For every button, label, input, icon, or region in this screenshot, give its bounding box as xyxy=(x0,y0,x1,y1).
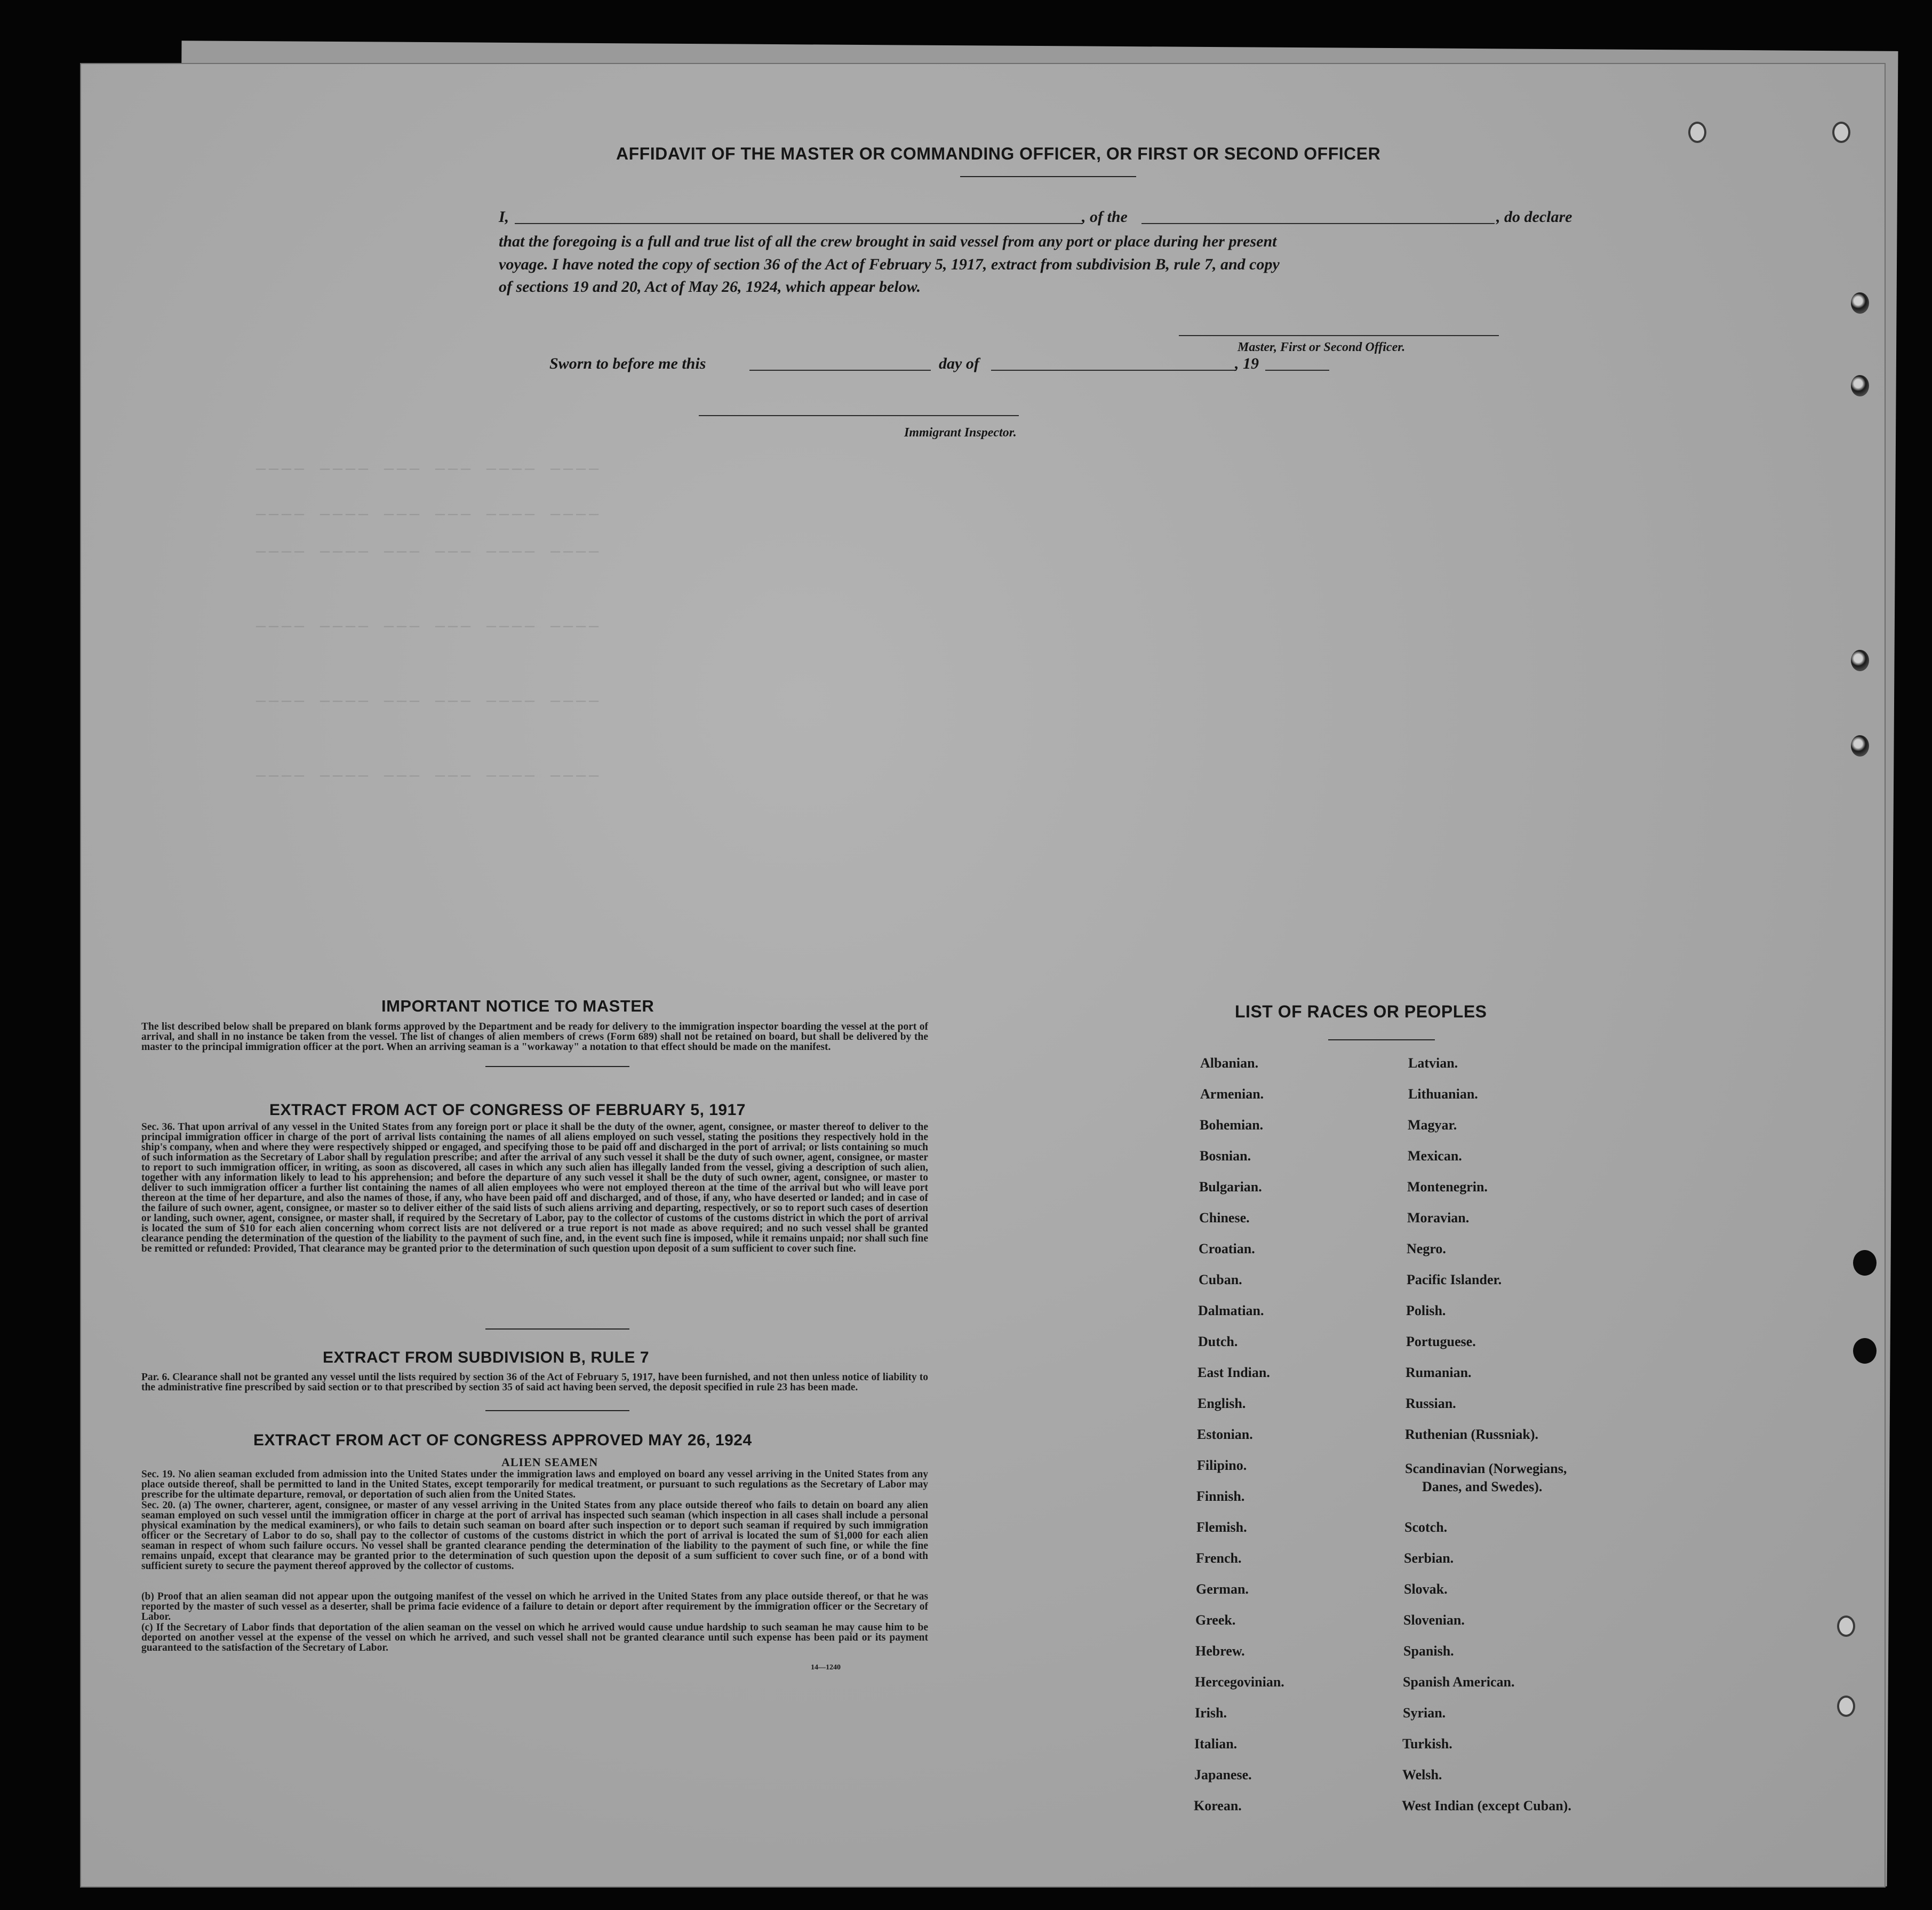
race-name: Chinese. xyxy=(1199,1210,1250,1225)
race-name: Welsh. xyxy=(1402,1767,1442,1782)
race-name: Spanish American. xyxy=(1403,1674,1515,1690)
race-name: Finnish. xyxy=(1196,1489,1245,1504)
inspector-signature-line[interactable] xyxy=(699,415,1019,416)
race-name: Filipino. xyxy=(1197,1458,1247,1473)
race-name: Croatian. xyxy=(1199,1241,1255,1256)
race-name: Portuguese. xyxy=(1406,1334,1476,1349)
year-label: , 19 xyxy=(1235,355,1259,372)
races-rule xyxy=(1328,1039,1435,1040)
binder-hole xyxy=(1688,122,1706,143)
master-caption: Master, First or Second Officer. xyxy=(1238,340,1406,354)
title-rule xyxy=(960,176,1136,177)
affidavit-do-declare: , do declare xyxy=(1496,208,1572,226)
master-signature-line[interactable] xyxy=(1179,335,1499,336)
race-name: Dutch. xyxy=(1198,1334,1238,1349)
race-name: Spanish. xyxy=(1403,1643,1454,1659)
race-name: Slovak. xyxy=(1404,1581,1448,1597)
sworn-label: Sworn to before me this xyxy=(549,355,706,372)
race-name: Hercegovinian. xyxy=(1195,1674,1284,1690)
race-name: Italian. xyxy=(1194,1736,1238,1752)
binder-hole xyxy=(1851,375,1869,396)
binder-hole xyxy=(1851,735,1869,757)
race-name: Dalmatian. xyxy=(1198,1303,1264,1318)
sec-20b-text: (b) Proof that an alien seaman did not appear upon the outgoing manifest of the vessel on which he arrived in the United States from any place outside thereof, or that he was reported by the master of such vessel as a deserter, shall be prima facie evidence of a failure to detain or deport after requirement by the immigration officer or the Secretary of Labor. xyxy=(141,1591,928,1622)
races-title: LIST OF RACES OR PEOPLES xyxy=(1235,1002,1487,1021)
notice-text: The list described below shall be prepared on blank forms approved by the Department and be ready for delivery to the immigration inspector boarding the vessel at the port of arrival, and shall in no instance be taken from the vessel. The list of changes of alien members of crews (Form 689) shall not be retained on board, but shall be delivered by the master to the principal immigration officer at the port. When an arriving seaman is a "workaway" a notation to that effect should be made on the manifest. xyxy=(141,1021,928,1053)
extract-1917-text: Sec. 36. That upon arrival of any vessel in the United States from any foreign port or place it shall be the duty of the owner, agent, consignee, or master thereof to deliver to the principal immigration officer in charge of the port of arrival lists containing the names of all aliens employed on such vessel, stating the positions they respectively hold in the ship's company, when and where they were respectively shipped or engaged, and specifying those to be paid off and discharged in the port of arrival; or lists containing so much of such information as the Secretary of Labor shall by regulation prescribe; and after the arrival of any such vessel it shall be the duty of such owner, agent, consignee, or master to report to such immigration officer, in writing, as soon as discovered, all cases in which any such alien has illegally landed from the vessel, giving a description of such alien, together with any information likely to lead to his apprehension; and before the departure of any such vessel it shall be the duty of such owner, agent, consignee, or master to deliver to such immigration officer a further list containing the names of all alien employees who were not employed thereon at the time of the arrival but who will leave port thereon at the time of her departure, and also the names of those, if any, who have been paid off and discharged, and of those, if any, who have deserted or landed; and in case of the failure of such owner, agent, consignee, or master so to deliver either of the said lists of such aliens arriving and departing, respectively, or so to report such cases of desertion or landing, such owner, agent, consignee, or master shall, if required by the Secretary of Labor, pay to the collector of customs of the customs district in which the port of arrival is located the sum of $10 for each alien concerning whom correct lists are not delivered or a true report is not made as above required; and no such vessel shall be granted clearance pending the determination of the question of the liability to the payment of such fine, and, in the event such fine is imposed, while it remains unpaid; nor shall such fine be remitted or refunded: Provided, That clearance may be granted prior to the determination of such question upon deposit of a sum sufficient to cover such fine. xyxy=(141,1121,928,1254)
race-name: Estonian. xyxy=(1197,1427,1253,1442)
race-name: French. xyxy=(1196,1550,1242,1566)
race-name: Bosnian. xyxy=(1200,1148,1251,1164)
sec-20c-text: (c) If the Secretary of Labor finds that deportation of the alien seaman on the vessel on which he arrived would cause undue hardship to such seaman he may cause him to be deported on another vessel at the expense of the vessel on which he arrived, and such vessel shall not be granted clearance until such expense has been paid or its payment guaranteed to the satisfaction of the Secretary of Labor. xyxy=(141,1622,928,1653)
race-name: Albanian. xyxy=(1200,1055,1259,1071)
binder-hole xyxy=(1837,1615,1855,1637)
day-of-label: day of xyxy=(939,355,979,372)
race-name: Montenegrin. xyxy=(1407,1179,1488,1195)
extract-1924-title: EXTRACT FROM ACT OF CONGRESS APPROVED MAY 26, 1924 xyxy=(253,1431,752,1449)
affidavit-line-4: of sections 19 and 20, Act of May 26, 1924, which appear below. xyxy=(499,278,921,296)
binder-hole xyxy=(1853,1250,1877,1276)
race-name: English. xyxy=(1197,1396,1246,1411)
race-name: Bohemian. xyxy=(1200,1117,1264,1133)
race-name: Korean. xyxy=(1194,1798,1242,1813)
affidavit-line-3: voyage. I have noted the copy of section 36 of the Act of February 5, 1917, extract from subdivision B, rule 7, and copy xyxy=(499,256,1280,273)
race-name: Moravian. xyxy=(1407,1210,1470,1225)
race-name: West Indian (except Cuban). xyxy=(1402,1798,1571,1813)
race-name: Pacific Islander. xyxy=(1407,1272,1502,1287)
affidavit-i-label: I, xyxy=(499,208,509,226)
binder-hole xyxy=(1853,1338,1877,1364)
race-name: Japanese. xyxy=(1194,1767,1252,1782)
race-name: East Indian. xyxy=(1197,1365,1270,1380)
race-name: Flemish. xyxy=(1196,1519,1247,1535)
affidavit-title: AFFIDAVIT OF THE MASTER OR COMMANDING OFFICER, OR FIRST OR SECOND OFFICER xyxy=(616,144,1381,163)
race-name: Rumanian. xyxy=(1406,1365,1472,1380)
document-page: ———— ———— ——— ——— ———— ———— ———— ———— ——— ——— ———— ———— ———— ———— ——— ——— ———— ———— ———— ———— ——— ——— ———— ———— ———— ———— ——— ——— ———— ———— ———— ———— ——— ——— ———— ———— AFFIDAVIT OF THE MASTER OR COMMANDING OFFICER, OR FIRST OR SECOND OFFICER I, , of the , do declare that the foregoing is a full and true list of all the crew brought in said vessel from any port or place during her present voyage. I have noted the copy of section 36 of the Act of February 5, 1917, extract from subdivision B, rule 7, and copy of sections 19 and 20, Act of May 26, 1924, which appear below. Master, First or Second Officer. Sworn to before me this day of , 19 Immigrant Inspector. IMPORTANT NOTICE TO MASTER The list described below shall be prepared on blank forms approved by the Department and be ready for delivery to the immigration inspector boarding the vessel at the port of arrival, and shall in no instance be taken from the vessel. The list of changes of alien members of crews (Form 689) shall not be retained on board, but shall be delivered by the master to the principal immigration officer at the port. When an arriving seaman is a "workaway" a notation to that effect should be made on the manifest. EXTRACT FROM ACT OF CONGRESS OF FEBRUARY 5, 1917 Sec. 36. That upon arrival of any vessel in the United States from any foreign port or place it shall be the duty of the owner, agent, consignee, or master thereof to deliver to the principal immigration officer in charge of the port of arrival lists containing the names of all aliens employed on such vessel, stating the positions they respectively hold in the ship's company, when and where they were respectively shipped or engaged, and specifying those to be paid off and discharged in the port of arrival; or lists containing so much of such information as the Secretary of Labor shall by regulation prescribe; and after the arrival of any such vessel it shall be the duty of such owner, agent, consignee, or master to report to such immigration officer, in writing, as soon as discovered, all cases in which any such alien has illegally landed from the vessel, giving a description of such alien, together with any information likely to lead to his apprehension; and before the departure of any such vessel it shall be the duty of such owner, agent, consignee, or master to deliver to such immigration officer a further list containing the names of all alien employees who were not employed thereon at the time of the arrival but who will leave port thereon at the time of her departure, and also the names of those, if any, who have been paid off and discharged, and of those, if any, who have deserted or landed; and in case of the failure of such owner, agent, consignee, or master so to deliver either of the said lists of such aliens arriving and departing, respectively, or so to report such cases of desertion or landing, such owner, agent, consignee, or master shall, if required by the Secretary of Labor, pay to the collector of customs of the customs district in which the port of arrival is located the sum of $10 for each alien concerning whom correct lists are not delivered or a true report is not made as above required; and no such vessel shall be granted clearance pending the determination of the question of the liability to the payment of such fine, and, in the event such fine is imposed, while it remains unpaid; nor shall such fine be remitted or refunded: Provided, That clearance may be granted prior to the determination of such question upon deposit of a sum sufficient to cover such fine. EXTRACT FROM SUBDIVISION B, RULE 7 Par. 6. Clearance shall not be granted any vessel until the lists required by section 36 of the Act of February 5, 1917, have been furnished, and not then unless notice of liability to the administrative fine prescribed by said section or to that prescribed by section 35 of said act having been served, the deposit specified in rule 23 has been made. EXTRACT FROM ACT OF CONGRESS APPROVED MAY 26, 1924 ALIEN SEAMEN Sec. 19. No alien seaman excluded from admission into the United States under the immigration laws and employed on board any vessel arriving in the United States from any place outside thereof, shall be permitted to land in the United States, except temporarily for medical treatment, or pursuant to such regulations as the Secretary of Labor may prescribe for the ultimate departure, removal, or deportation of such alien from the United States. Sec. 20. (a) The owner, charterer, agent, consignee, or master of any vessel arriving in the United States from any place outside thereof who fails to detain on board any alien seaman employed on such vessel until the immigration officer in charge at the port of arrival has inspected such seaman (which inspection in all cases shall include a personal physical examination by the medical examiners), or who fails to detain such seaman on board after such inspection or to deport such seaman if required by such immigration officer or the Secretary of Labor to do so, shall pay to the collector of customs of the customs district in which the port of arrival is located the sum of $1,000 for each alien seaman in respect of whom such failure occurs. No vessel shall be granted clearance pending the determination of the liability to the payment of such fine, or while the fine remains unpaid, except that clearance may be granted prior to the determination of such question upon the deposit of a sum sufficient to cover such fine, or of a bond with sufficient surety to secure the payment thereof approved by the collector of customs. (b) Proof that an alien seaman did not appear upon the outgoing manifest of the vessel on which he arrived in the United States from any place outside thereof, or that he was reported by the master of such vessel as a deserter, shall be prima facie evidence of a failure to detain or deport after requirement by the immigration officer or the Secretary of Labor. (c) If the Secretary of Labor finds that deportation of the alien seaman on the vessel on which he arrived would cause undue hardship to such seaman he may cause him to be deported on another vessel at the expense of the vessel on which he arrived, and such vessel shall not be granted clearance until such expense has been paid or its payment guaranteed to the satisfaction of the Secretary of Labor. 14—1240 LIST OF RACES OR PEOPLES Albanian. Armenian. Bohemian. Bosnian. Bulgarian. Chinese. Croatian. Cuban. Dalmatian. Dutch. East Indian. English. Estonian. Filipino. Finnish. Flemish. French. German. Greek. Hebrew. Hercegovinian. Irish. Italian. Japanese. Korean. Latvian. Lithuanian. Magyar. Mexican. Montenegrin. Moravian. Negro. Pacific Islander. Polish. Portuguese. Rumanian. Russian. Ruthenian (Russniak). Scandinavian (Norwegians, Danes, and Swedes). Scotch. Serbian. Slovak. Slovenian. Spanish. Spanish American. Syrian. Turkish. Welsh. West Indian (except Cuban). xyxy=(80,63,1886,1888)
affidavit-of-the-label: , of the xyxy=(1082,208,1128,226)
race-name: Mexican. xyxy=(1408,1148,1462,1164)
sworn-day-fill-line[interactable] xyxy=(749,370,931,371)
alien-seamen-subtitle: ALIEN SEAMEN xyxy=(501,1455,598,1469)
month-fill-line[interactable] xyxy=(991,370,1236,371)
subdivision-text: Par. 6. Clearance shall not be granted any vessel until the lists required by section 36 of the Act of February 5, 1917, have been furnished, and not then unless notice of liability to the administrative fine prescribed by said section or to that prescribed by section 35 of said act having been served, the deposit specified in rule 23 has been made. xyxy=(141,1372,928,1393)
race-name: Armenian. xyxy=(1200,1086,1264,1102)
extract-1917-rule xyxy=(485,1328,629,1330)
notice-title: IMPORTANT NOTICE TO MASTER xyxy=(381,997,654,1015)
race-name: Hebrew. xyxy=(1195,1643,1245,1659)
binder-hole xyxy=(1851,292,1869,314)
race-name: Danes, and Swedes). xyxy=(1422,1479,1543,1494)
race-name: Polish. xyxy=(1406,1303,1446,1318)
extract-1917-title: EXTRACT FROM ACT OF CONGRESS OF FEBRUARY 5, 1917 xyxy=(269,1101,746,1119)
race-name: Bulgarian. xyxy=(1199,1179,1262,1195)
notice-rule xyxy=(485,1066,629,1067)
race-name: Negro. xyxy=(1407,1241,1446,1256)
race-name: Serbian. xyxy=(1404,1550,1454,1566)
race-name: Lithuanian. xyxy=(1408,1086,1478,1102)
vessel-fill-line[interactable] xyxy=(1141,223,1495,224)
subdivision-rule xyxy=(485,1410,629,1411)
race-name: German. xyxy=(1196,1581,1249,1597)
race-name: Scotch. xyxy=(1404,1519,1448,1535)
subdivision-title: EXTRACT FROM SUBDIVISION B, RULE 7 xyxy=(323,1349,650,1366)
binder-hole xyxy=(1837,1696,1855,1717)
race-name: Irish. xyxy=(1195,1705,1227,1721)
inspector-caption: Immigrant Inspector. xyxy=(904,426,1017,440)
name-fill-line[interactable] xyxy=(515,223,1083,224)
sec-19-text: Sec. 19. No alien seaman excluded from admission into the United States under the immigration laws and employed on board any vessel arriving in the United States from any place outside thereof, shall be permitted to land in the United States, except temporarily for medical treatment, or pursuant to such regulations as the Secretary of Labor may prescribe for the ultimate departure, removal, or deportation of such alien from the United States. xyxy=(141,1469,928,1500)
race-name: Syrian. xyxy=(1403,1705,1446,1721)
binder-hole xyxy=(1832,122,1850,143)
race-name: Greek. xyxy=(1195,1612,1236,1628)
affidavit-line-2: that the foregoing is a full and true list of all the crew brought in said vessel from any port or place during her present xyxy=(499,233,1277,250)
race-name: Slovenian. xyxy=(1403,1612,1465,1628)
form-number: 14—1240 xyxy=(811,1664,841,1672)
race-name: Russian. xyxy=(1406,1396,1456,1411)
sec-20a-text: Sec. 20. (a) The owner, charterer, agent, consignee, or master of any vessel arriving in the United States from any place outside thereof who fails to detain on board any alien seaman employed on such vessel until the immigration officer in charge at the port of arrival has inspected such seaman (which inspection in all cases shall include a personal physical examination by the medical examiners), or who fails to detain such seaman on board after such inspection or to deport such seaman if required by such immigration officer or the Secretary of Labor to do so, shall pay to the collector of customs of the customs district in which the port of arrival is located the sum of $1,000 for each alien seaman in respect of whom such failure occurs. No vessel shall be granted clearance pending the determination of the liability to the payment of such fine, or while the fine remains unpaid, except that clearance may be granted prior to the determination of such question upon the deposit of a sum sufficient to cover such fine, or of a bond with sufficient surety to secure the payment thereof approved by the collector of customs. xyxy=(141,1500,928,1572)
year-fill-line[interactable] xyxy=(1265,370,1329,371)
race-name: Turkish. xyxy=(1402,1736,1452,1752)
race-name: Latvian. xyxy=(1408,1055,1458,1071)
race-name: Ruthenian (Russniak). xyxy=(1405,1427,1538,1442)
race-name: Cuban. xyxy=(1199,1272,1242,1287)
race-name: Scandinavian (Norwegians, xyxy=(1405,1461,1567,1476)
race-name: Magyar. xyxy=(1408,1117,1457,1133)
binder-hole xyxy=(1851,650,1869,671)
